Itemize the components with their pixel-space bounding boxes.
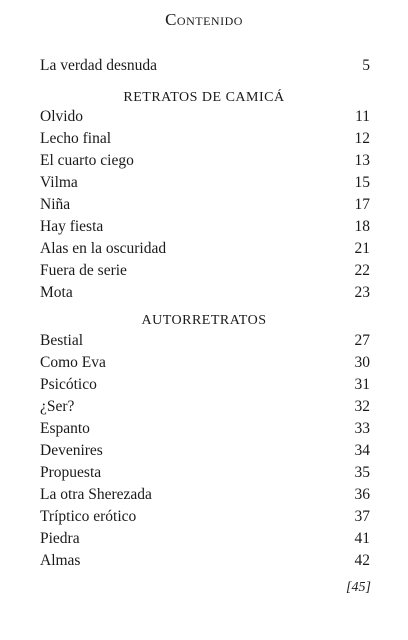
- entry-title: La verdad desnuda: [40, 57, 158, 74]
- toc-entry: [40, 418, 370, 440]
- toc-entry: [40, 150, 370, 172]
- entry-page: 23: [354, 284, 370, 301]
- entry-page: 33: [354, 420, 370, 437]
- page-number: [45]: [346, 580, 371, 595]
- entry-title: ¿Ser?: [40, 398, 75, 415]
- toc-entry: [40, 330, 370, 352]
- entry-page: 15: [354, 174, 370, 191]
- toc-entry: [40, 260, 370, 282]
- entry-page: 5: [362, 57, 370, 74]
- entry-title: Lecho final: [40, 130, 112, 147]
- section-heading-retratos: RETRATOS DE CAMICÁ: [123, 90, 285, 105]
- entry-page: 13: [354, 152, 370, 169]
- entry-page: 32: [354, 398, 370, 415]
- toc-entry: [40, 374, 370, 396]
- toc-entry: [40, 528, 370, 550]
- entry-title: Olvido: [40, 108, 84, 125]
- entry-title: Almas: [40, 552, 81, 569]
- entry-title: Bestial: [40, 332, 84, 349]
- entry-title: Propuesta: [40, 464, 102, 481]
- entry-page: 41: [354, 530, 370, 547]
- entry-title: Hay fiesta: [40, 218, 104, 235]
- entry-page: 11: [355, 108, 370, 125]
- toc-entry: [40, 128, 370, 150]
- entry-page: 34: [354, 442, 370, 459]
- toc-entry: [40, 238, 370, 260]
- entry-page: 31: [354, 376, 370, 393]
- entry-page: 30: [354, 354, 370, 371]
- entry-title: Como Eva: [40, 354, 106, 371]
- entry-page: 36: [354, 486, 370, 503]
- toc-entry: [40, 282, 370, 304]
- entry-title: Fuera de serie: [40, 262, 127, 279]
- entry-title: Alas en la oscuridad: [40, 240, 167, 257]
- toc-entry: [40, 440, 370, 462]
- section-heading-autorretratos: AUTORRETRATOS: [141, 313, 267, 328]
- toc-entry: [40, 194, 370, 216]
- entry-title: Mota: [40, 284, 73, 301]
- entry-title: Piedra: [40, 530, 80, 547]
- entry-page: 12: [354, 130, 370, 147]
- toc-entry: [40, 506, 370, 528]
- toc-entry: [40, 106, 370, 128]
- entry-page: 27: [354, 332, 370, 349]
- entry-title: Devenires: [40, 442, 103, 459]
- entry-page: 37: [354, 508, 370, 525]
- toc-entry: [40, 216, 370, 238]
- entry-title: Espanto: [40, 420, 90, 437]
- toc-entry: [40, 396, 370, 418]
- entry-page: 42: [354, 552, 370, 569]
- entry-title: Vilma: [40, 174, 78, 191]
- page-title: Contenido: [165, 10, 243, 29]
- toc-entry: [40, 172, 370, 194]
- entry-page: 18: [354, 218, 370, 235]
- entry-title: Psicótico: [40, 376, 97, 393]
- entry-page: 21: [354, 240, 370, 257]
- entry-page: 22: [354, 262, 370, 279]
- entry-page: 35: [354, 464, 370, 481]
- entry-title: Tríptico erótico: [40, 508, 137, 525]
- entry-title: Niña: [40, 196, 71, 213]
- entry-title: El cuarto ciego: [40, 152, 134, 169]
- toc-entry-intro: [40, 55, 370, 77]
- toc-entry: [40, 462, 370, 484]
- entry-title: La otra Sherezada: [40, 486, 152, 503]
- entry-page: 17: [354, 196, 370, 213]
- toc-entry: [40, 550, 370, 572]
- toc-entry: [40, 484, 370, 506]
- toc-entry: [40, 352, 370, 374]
